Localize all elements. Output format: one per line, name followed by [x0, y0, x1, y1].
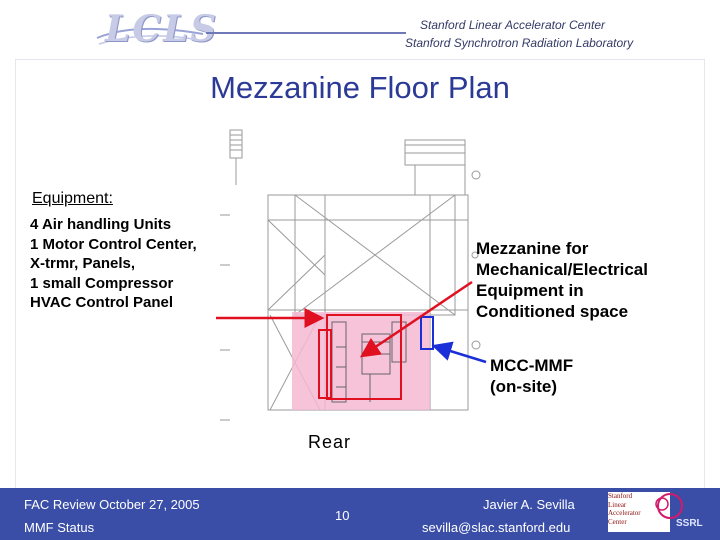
- ssrl-name: Stanford Synchrotron Radiation Laboratory: [405, 36, 634, 50]
- badge-line: Accelerator: [608, 509, 641, 517]
- mezzanine-line: Conditioned space: [476, 302, 629, 321]
- mcc-mmf-label: [490, 355, 573, 397]
- equipment-item: 1 small Compressor: [30, 274, 174, 292]
- page-number: 10: [335, 508, 350, 523]
- mcc-line: (on-site): [490, 377, 558, 396]
- badge-line: Stanford: [608, 492, 633, 500]
- mcc-arrow: [434, 346, 486, 362]
- badge-line: Center: [608, 517, 627, 526]
- slac-name: Stanford Linear Accelerator Center: [420, 18, 605, 32]
- mcc-line: MCC-MMF: [490, 356, 574, 375]
- footer-email: sevilla@slac.stanford.edu: [422, 520, 571, 535]
- footer-review: FAC Review October 27, 2005: [24, 497, 200, 512]
- footer-status: MMF Status: [24, 520, 95, 535]
- mezzanine-line: Mezzanine for: [476, 239, 589, 258]
- equipment-item: 1 Motor Control Center,: [30, 235, 197, 253]
- badge-line: Linear: [608, 500, 627, 509]
- ssrl-logo: SSRL: [676, 518, 703, 529]
- footer-author: Javier A. Sevilla: [483, 497, 575, 512]
- mezzanine-description: [476, 238, 648, 322]
- lcls-logo: LCLS: [105, 8, 219, 50]
- equipment-item: X-trmr, Panels,: [30, 255, 136, 272]
- equipment-list: [30, 215, 197, 313]
- mezzanine-line: Equipment in: [476, 281, 584, 300]
- rear-label: Rear: [308, 432, 352, 452]
- mezzanine-line: Mechanical/Electrical: [476, 260, 648, 279]
- equipment-item: 4 Air handling Units: [30, 216, 172, 233]
- equipment-heading: Equipment:: [32, 190, 113, 207]
- equipment-item: HVAC Control Panel: [30, 294, 174, 311]
- mezzanine-arrow: [362, 282, 472, 356]
- slide-title: Mezzanine Floor Plan: [210, 70, 510, 105]
